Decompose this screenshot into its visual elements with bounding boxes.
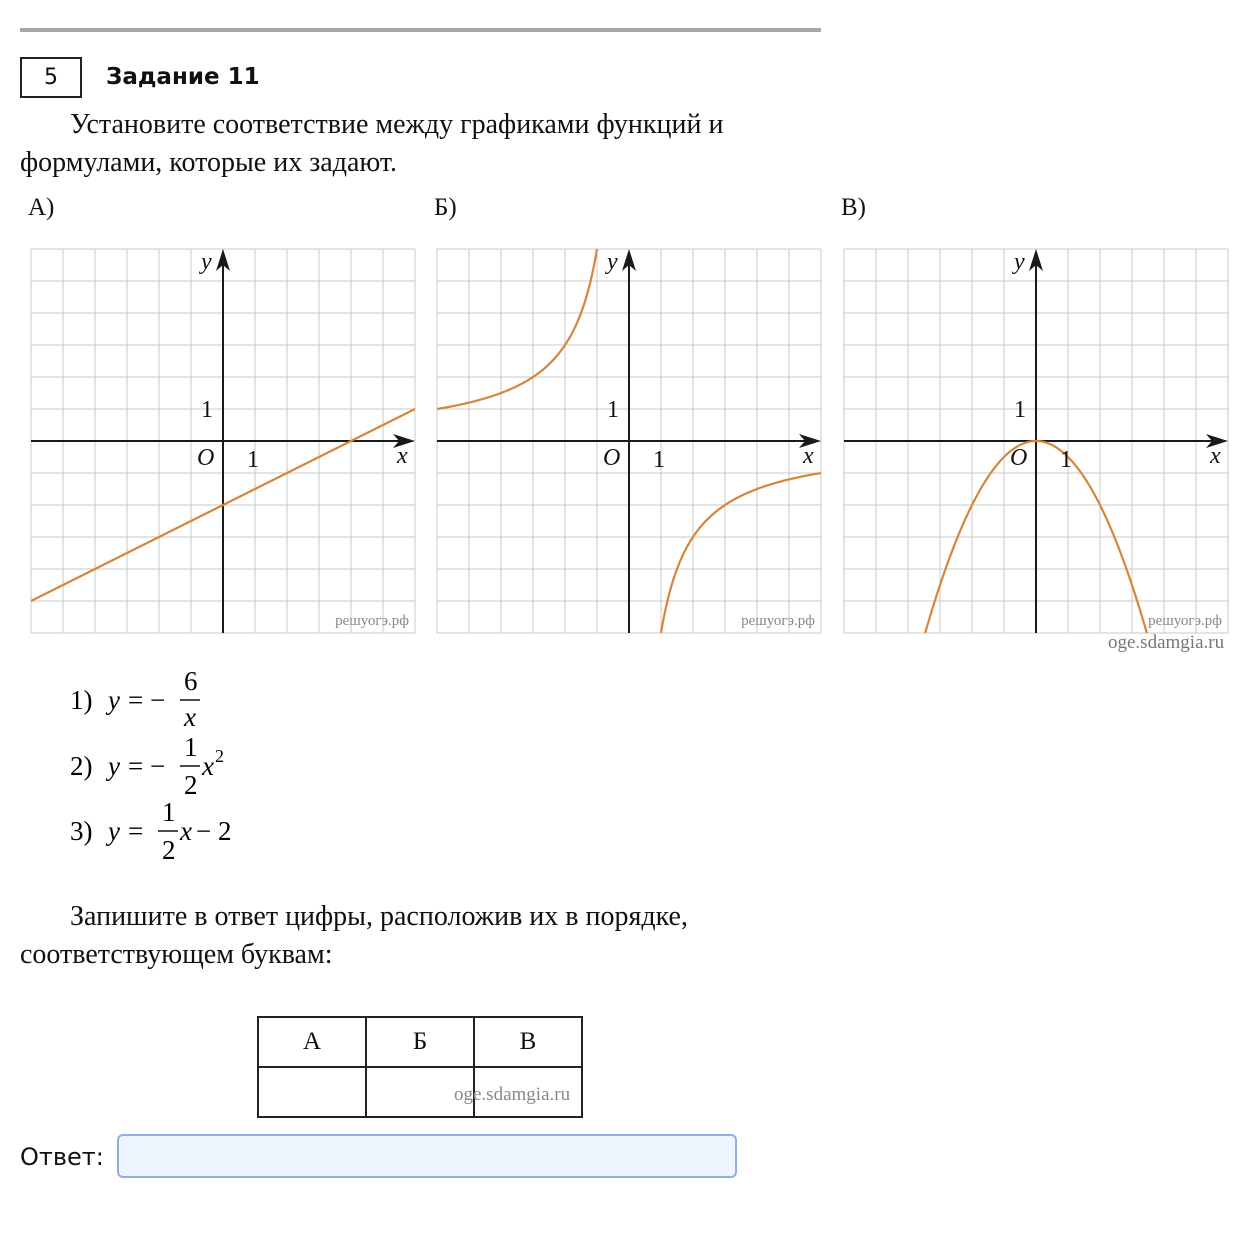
x-unit-label: 1 [653, 447, 665, 473]
formula-3-num: 3) [70, 816, 93, 846]
graph-b [437, 249, 821, 633]
origin-label: O [603, 445, 621, 471]
formula-1-num: 1) [70, 685, 93, 715]
graph-watermark: решуогэ.рф [741, 613, 815, 629]
graph-a [31, 249, 415, 633]
svg-text:y: y [108, 816, 120, 846]
graph-watermark: решуогэ.рф [1148, 613, 1222, 629]
instruction-line-2: соответствующем буквам: [20, 939, 333, 970]
graph-v [844, 249, 1228, 633]
formula-1 [70, 668, 270, 739]
x-unit-label: 1 [1060, 447, 1072, 473]
instruction-paragraph [20, 898, 820, 974]
graph-label-v: В) [841, 194, 866, 221]
y-axis-label: y [607, 249, 618, 275]
svg-text:1: 1 [162, 799, 176, 827]
table-watermark: oge.sdamgia.ru [454, 1084, 571, 1105]
origin-label: O [197, 445, 215, 471]
y-axis-label: y [1014, 249, 1025, 275]
x-unit-label: 1 [247, 447, 259, 473]
grid-header-a: А [258, 1017, 366, 1067]
site-watermark: oge.sdamgia.ru [1108, 632, 1225, 653]
graph-watermark: решуогэ.рф [335, 613, 409, 629]
graph-label-b: Б) [434, 194, 457, 221]
svg-text:=: = [128, 816, 144, 846]
y-axis-label: y [201, 249, 212, 275]
grid-cell-a [258, 1067, 366, 1117]
svg-text:2: 2 [184, 770, 198, 798]
formula-2-num: 2) [70, 751, 93, 781]
top-divider [20, 28, 821, 32]
x-axis-label: x [1210, 443, 1221, 469]
task-title: Задание 11 [106, 64, 260, 90]
svg-text:1: 1 [184, 734, 198, 762]
formula-2 [70, 734, 290, 805]
svg-text:x: x [184, 702, 196, 732]
svg-text:6: 6 [184, 668, 198, 696]
grid-header-v: В [474, 1017, 582, 1067]
intro-paragraph [20, 106, 820, 182]
intro-line-2: формулами, которые их задают. [20, 147, 398, 178]
graph-label-a: А) [28, 194, 55, 221]
y-unit-label: 1 [1014, 397, 1026, 423]
svg-text:x: x [202, 751, 214, 781]
task-number-badge: 5 [20, 57, 82, 98]
intro-line-1: Установите соответствие между графиками функций и [70, 109, 724, 140]
svg-text:2: 2 [215, 746, 224, 766]
grid-header-b: Б [366, 1017, 474, 1067]
instruction-line-1: Запишите в ответ цифры, расположив их в порядке, [70, 901, 688, 932]
x-axis-label: x [803, 443, 814, 469]
y-unit-label: 1 [201, 397, 213, 423]
answer-input[interactable] [117, 1134, 737, 1178]
svg-text:y: y [108, 751, 120, 781]
svg-text:= −: = − [128, 751, 166, 781]
svg-text:− 2: − 2 [196, 816, 232, 846]
formula-3 [70, 799, 310, 870]
curve-segment [437, 0, 618, 409]
svg-text:x: x [180, 816, 192, 846]
x-axis-label: x [397, 443, 408, 469]
answer-label: Ответ: [20, 1143, 104, 1171]
svg-text:y: y [108, 685, 120, 715]
y-unit-label: 1 [607, 397, 619, 423]
origin-label: O [1010, 445, 1028, 471]
svg-text:2: 2 [162, 835, 176, 863]
svg-text:= −: = − [128, 685, 166, 715]
